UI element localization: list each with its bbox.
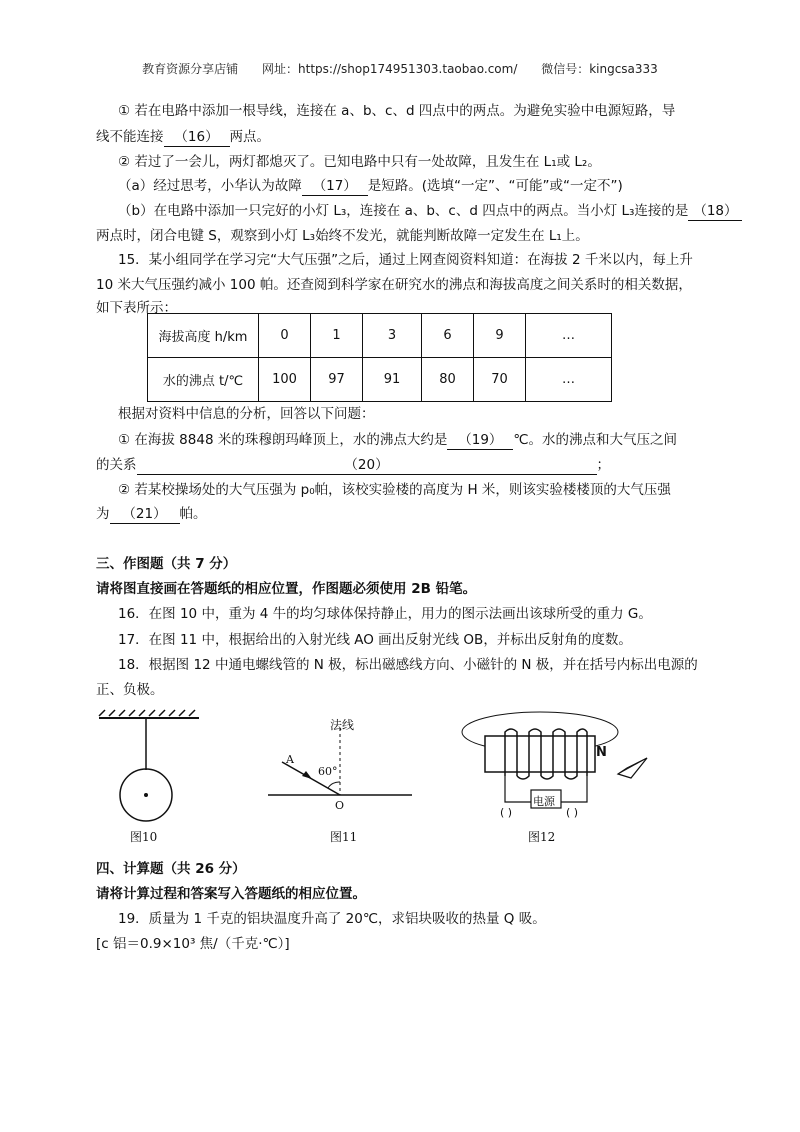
fig11-caption: 图11 xyxy=(330,830,358,844)
fig11-label-O: O xyxy=(335,799,345,812)
blank-17[interactable]: （17） xyxy=(302,178,368,196)
table-cell: 0 xyxy=(259,314,311,358)
table-cell: 3 xyxy=(363,314,422,358)
q18-line1: 18．根据图 12 中通电螺线管的 N 极，标出磁感线方向、小磁针的 N 极，并在括号内标出电源的 xyxy=(118,657,698,673)
q15-line2: 10 米大气压强约减小 100 帕。还查阅到科学家在研究水的沸点和海拔高度之间关系时的相关数据， xyxy=(96,277,692,293)
header-url: 网址：https://shop174951303.taobao.com/ xyxy=(262,62,518,76)
fig12-paren-right[interactable]: ( ) xyxy=(566,806,579,819)
table-row-label: 海拔高度 h/km xyxy=(148,314,259,358)
table-cell: 97 xyxy=(311,358,363,402)
table-cell: 80 xyxy=(422,358,474,402)
ceiling-hatch xyxy=(99,710,199,718)
fig11-label-A: A xyxy=(286,753,294,766)
blank-16[interactable]: （16） xyxy=(164,129,230,147)
q15-line1: 15．某小组同学在学习完“大气压强”之后，通过上网查阅资料知道：在海拔 2 千米以内，每上升 xyxy=(118,252,693,268)
wire-right xyxy=(559,776,587,802)
fig12-source-label: 电源 xyxy=(533,795,555,808)
figure-10 xyxy=(95,708,205,828)
section3-title: 三、作图题（共 7 分） xyxy=(96,556,237,572)
q18-line2: 正、负极。 xyxy=(96,682,164,698)
q14-item2a: （a）经过思考，小华认为故障 （17） 是短路。(选填“一定”、“可能”或“一定不”) xyxy=(118,178,623,194)
q14-item2b-line2: 两点时，闭合电键 S，观察到小灯 L₃始终不发光，就能判断故障一定发生在 L₁上。 xyxy=(96,228,589,244)
compass-needle-icon xyxy=(618,758,647,778)
table-cell: … xyxy=(526,358,612,402)
table-cell: … xyxy=(526,314,612,358)
solenoid-core xyxy=(485,736,595,772)
blank-21[interactable]: （21） xyxy=(110,506,180,524)
page-header xyxy=(0,60,800,77)
ball-center xyxy=(144,793,148,797)
q15-sub1-line1: ① 在海拔 8848 米的珠穆朗玛峰顶上，水的沸点大约是 （19） ℃。水的沸点和大气压之间 xyxy=(118,432,678,448)
table-row xyxy=(148,358,612,402)
q15-sub2-line2: 为 （21） 帕。 xyxy=(96,506,207,522)
fig12-paren-left[interactable]: ( ) xyxy=(500,806,513,819)
figure-12 xyxy=(455,706,655,824)
table-row-label: 水的沸点 t/℃ xyxy=(148,358,259,402)
q16-text: 16．在图 10 中，重为 4 牛的均匀球体保持静止，用力的图示法画出该球所受的重力 G。 xyxy=(118,606,652,622)
fig12-N-label: N xyxy=(596,745,607,760)
header-shop: 教育资源分享店铺 xyxy=(142,62,239,76)
q15-sub1-line2: 的关系 （20） ； xyxy=(96,457,610,473)
q14-item1-line2: 线不能连接 （16） 两点。 xyxy=(96,129,270,145)
q14-item2b-line1: （b）在电路中添加一只完好的小灯 L₃，连接在 a、b、c、d 四点中的两点。当小灯 L₃连接的是 （18） xyxy=(118,201,742,221)
q19-text: 19．质量为 1 千克的铝块温度升高了 20℃，求铝块吸收的热量 Q 吸。 xyxy=(118,911,546,927)
table-cell: 70 xyxy=(474,358,526,402)
header-wechat: 微信号：kingcsa333 xyxy=(541,62,658,76)
table-cell: 100 xyxy=(259,358,311,402)
q19-formula: [c 铝＝0.9×10³ 焦/（千克·℃）] xyxy=(96,936,290,952)
data-table xyxy=(147,313,612,402)
section4-title: 四、计算题（共 26 分） xyxy=(96,861,246,877)
angle-arc xyxy=(328,782,340,788)
q14-item1-line1: ① 若在电路中添加一根导线，连接在 a、b、c、d 四点中的两点。为避免实验中电源短路，导 xyxy=(118,103,676,119)
fig12-caption: 图12 xyxy=(528,830,556,844)
blank-18[interactable]: （18） xyxy=(688,203,742,221)
table-cell: 9 xyxy=(474,314,526,358)
q15-sub2-line1: ② 若某校操场处的大气压强为 p₀帕，该校实验楼的高度为 H 米，则该实验楼楼顶的大气压强 xyxy=(118,482,671,498)
table-cell: 91 xyxy=(363,358,422,402)
q15-intro: 根据对资料中信息的分析，回答以下问题： xyxy=(118,406,375,422)
blank-20[interactable]: （20） xyxy=(137,457,597,475)
section4-instruction: 请将计算过程和答案写入答题纸的相应位置。 xyxy=(96,886,366,902)
section3-instruction: 请将图直接画在答题纸的相应位置，作图题必须使用 2B 铅笔。 xyxy=(96,581,477,597)
q15-line3: 如下表所示： xyxy=(96,300,177,316)
fig10-caption: 图10 xyxy=(130,830,158,844)
blank-19[interactable]: （19） xyxy=(447,432,513,450)
fig11-angle-label: 60° xyxy=(318,765,338,778)
table-row xyxy=(148,314,612,358)
fig11-normal-label: 法线 xyxy=(330,718,355,732)
ray-arrow-icon xyxy=(302,771,312,779)
table-cell: 1 xyxy=(311,314,363,358)
q14-item2: ② 若过了一会儿，两灯都熄灭了。已知电路中只有一处故障，且发生在 L₁或 L₂。 xyxy=(118,154,601,170)
table-cell: 6 xyxy=(422,314,474,358)
q17-text: 17．在图 11 中，根据给出的入射光线 AO 画出反射光线 OB，并标出反射角的度数。 xyxy=(118,632,632,648)
